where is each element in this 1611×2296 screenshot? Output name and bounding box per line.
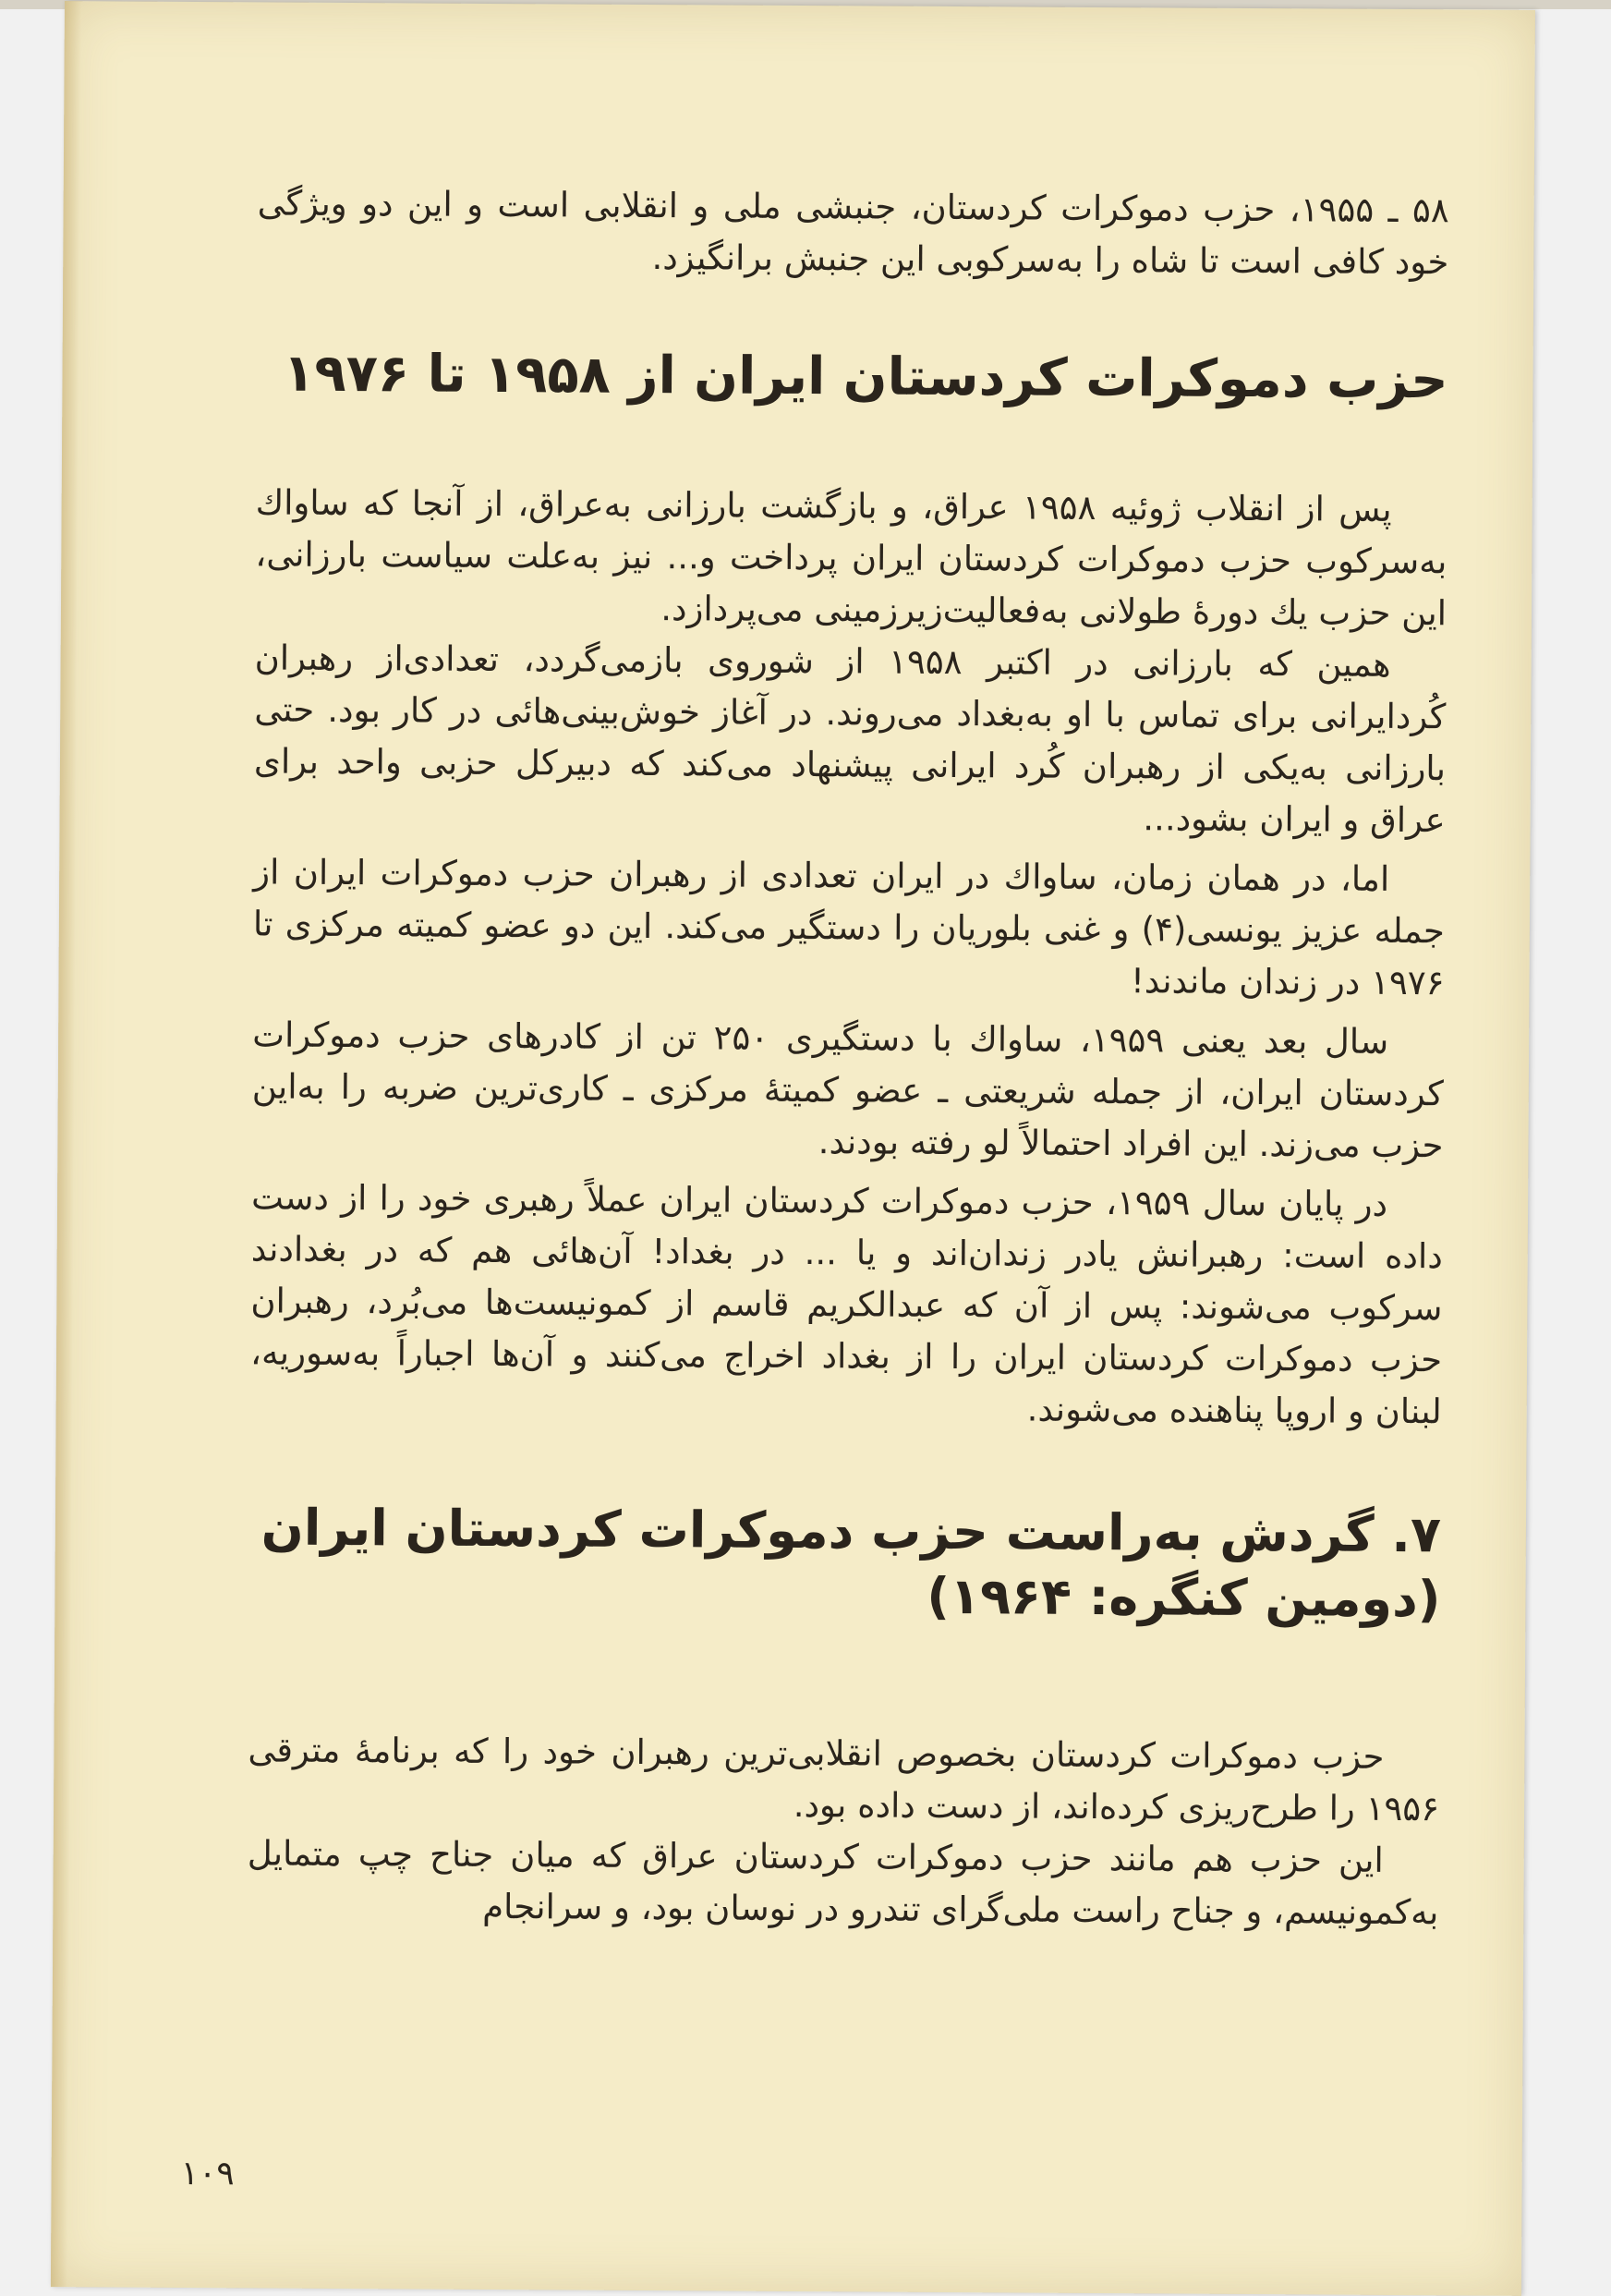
section1-paragraph-3: اما، در همان زمان، ساواك در ایران تعدادی از رهبران حزب دموکرات ایران از جمله عزیز یونسی(۴) و غنی بلوریان را دستگیر می‌کند. این دو عضو کمیته مرکزی تا ۱۹۷۶ در زندان ماندند! bbox=[252, 852, 1446, 1003]
intro-paragraph: ۵۸ ـ ۱۹۵۵، حزب دموکرات کردستان، جنبشی ملی و انقلابی است و این دو ویژگی خود کافی است تا شاه را به‌سرکوبی این جنبش برانگیزد. bbox=[257, 183, 1449, 283]
section2-paragraph-1: حزب دموکرات کردستان بخصوص انقلابی‌ترین رهبران خود را که برنامهٔ مترقی ۱۹۵۶ را طرح‌ریزی کرده‌اند، از دست داده بود. bbox=[248, 1730, 1440, 1829]
section2-paragraph-2: این حزب هم مانند حزب دموکرات کردستان عراق که میان جناح چپ متمایل به‌کمونیسم، و جناح راست ملی‌گرای تندرو در نوسان بود، و سرانجام bbox=[247, 1833, 1439, 1933]
section-heading-2: ۷. گردش به‌راست حزب دموکرات کردستان ایران (دومین کنگره: ۱۹۶۴) bbox=[260, 1498, 1442, 1629]
section1-paragraph-4: سال بعد یعنی ۱۹۵۹، ساواك با دستگیری ۲۵۰ تن از کادرهای حزب دموکرات کردستان ایران، از جمله شریعتی ـ عضو کمیتهٔ مرکزی ـ کاری‌ترین ضربه را به‌این حزب می‌زند. این افراد احتمالاً لو رفته بودند. bbox=[251, 1014, 1444, 1166]
page-number: ۱۰۹ bbox=[180, 2154, 235, 2193]
book-page bbox=[51, 1, 1535, 2296]
page-content bbox=[247, 177, 1449, 1938]
spacer bbox=[256, 410, 1447, 484]
section1-paragraph-5: در پایان سال ۱۹۵۹، حزب دموکرات کردستان ایران عملاً رهبری خود را از دست داده است: رهبرانش یادر زندان‌اند و یا ... در بغداد! آن‌هائی هم که در بغدادند سرکوب می‌شوند: پس از آن که عبدالکریم قاسم از کمونیست‌ها می‌بُرد، رهبران حزب دموکرات کردستان ایران را از بغداد اخراج می‌کنند و آن‌ها اجباراً به‌سوریه، لبنان و اروپا پناهنده می‌شوند. bbox=[249, 1177, 1443, 1432]
spacer bbox=[248, 1624, 1441, 1731]
section-heading-1: حزب دموکرات کردستان ایران از ۱۹۵۸ تا ۱۹۷۶ bbox=[283, 343, 1448, 411]
section1-paragraph-2: همین که بارزانی در اکتبر ۱۹۵۸ از شوروی بازمی‌گردد، تعدادی‌از رهبران کُردایرانی برای تماس با او به‌بغداد می‌روند. در آغاز خوش‌بینی‌هائی در کار بود. حتی بارزانی به‌یکی از رهبران کُرد ایرانی پیشنهاد می‌کند که دبیرکل حزبی واحد برای عراق و ایران بشود... bbox=[253, 638, 1447, 841]
section1-paragraph-1: پس از انقلاب ژوئیه ۱۹۵۸ عراق، و بازگشت بارزانی به‌عراق، از آنجا که ساواك به‌سرکوب حزب دموکرات کردستان ایران پرداخت و... نیز به‌علت سیاست بارزانی، این حزب یك دورهٔ طولانی به‌فعالیت‌زیرزمینی می‌پردازد. bbox=[255, 482, 1447, 634]
